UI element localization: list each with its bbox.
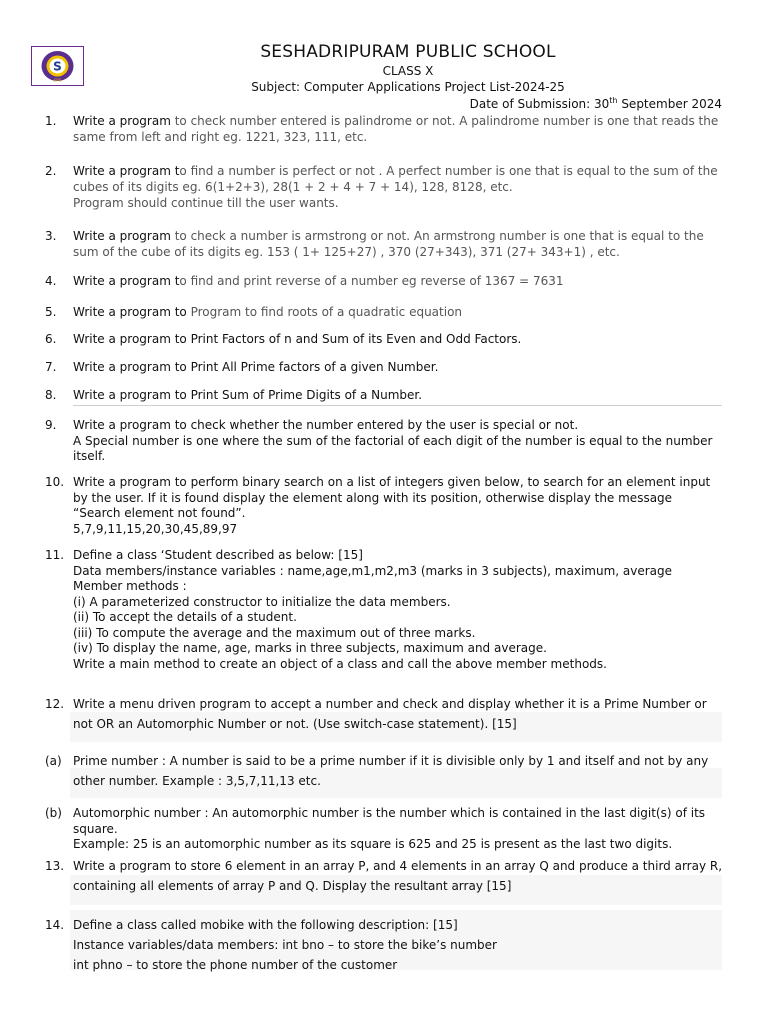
item-text [73, 806, 723, 853]
item-number: 11. [45, 548, 65, 562]
item-number: (a) [45, 754, 62, 768]
item-text: Write a program to Print Factors of n and Sum of its Even and Odd Factors. [73, 332, 522, 346]
item-text [73, 475, 723, 537]
item-number: 13. [45, 859, 65, 873]
item-number: 3. [45, 229, 57, 243]
item-line: Define a class called mobike with the following description: [15] [73, 918, 458, 932]
item-number: 1. [45, 114, 57, 128]
item-text [73, 304, 723, 320]
item-text: Write a program to Print All Prime factors of a given Number. [73, 360, 439, 374]
item-text [73, 418, 723, 465]
item-text: Prime number : A number is said to be a prime number if it is divisible only by 1 and itself and not by any other number. Example : 3,5,7,11,13 etc. [73, 754, 709, 788]
subject-line: Subject: Computer Applications Project List-2024-25 [251, 80, 565, 94]
item-rest: to check a number is armstrong or not. An armstrong number is one that is equal to the sum of the cube of its digits eg. 153 ( 1+ 125+27) , 370 (27+343), 371 (27+ 343+1) , etc. [73, 229, 704, 259]
item-number: 5. [45, 305, 57, 319]
logo-text: SPS [53, 78, 62, 83]
item-number: 8. [45, 388, 57, 402]
item-lead: Write a program [73, 229, 171, 243]
item-text: Write a program to Print Sum of Prime Digits of a Number. [73, 388, 423, 402]
item-line: int phno – to store the phone number of the customer [73, 958, 398, 972]
item-line: Write a program to perform binary search on a list of integers given below, to search for an element input by the user. If it is found display the element along with its position, otherwise display the message “Search element not found”. [73, 475, 711, 520]
item-rest: o find and print reverse of a number eg reverse of 1367 = 7631 [179, 274, 564, 288]
item-line: Automorphic number : An automorphic number is the number which is contained in the last digit(s) of its square. [73, 806, 706, 836]
item-rest: to check number entered is palindrome or not. A palindrome number is one that reads the same from left and right eg. 1221, 323, 111, etc. [73, 114, 719, 144]
item-number: 9. [45, 418, 57, 432]
class-label: CLASS X [382, 64, 434, 78]
item-line: Instance variables/data members: int bno – to store the bike’s number [73, 938, 497, 952]
item-text: Write a program to store 6 element in an array P, and 4 elements in an array Q and produce a third array R, containing all elements of array P and Q. Display the resultant array [15] [73, 859, 723, 893]
school-name: SESHADRIPURAM PUBLIC SCHOOL [260, 42, 556, 62]
submission-date [470, 96, 722, 111]
item-number: 6. [45, 332, 57, 346]
item-number: 12. [45, 697, 65, 711]
item-rest: o find a number is perfect or not . A perfect number is one that is equal to the sum of the cubes of its digits eg. 6(1+2+3), 28(1 + 2 + 4 + 7 + 14), 128, 8128, etc. [73, 164, 718, 194]
item-text [73, 113, 723, 145]
item-text: Write a menu driven program to accept a number and check and display whether it is a Prime Number or not OR an Automorphic Number or not. (Use switch-case statement). [15] [73, 697, 707, 731]
item-line: Program should continue till the user wants. [73, 196, 339, 210]
item-line: (iv) To display the name, age, marks in three subjects, maximum and average. [73, 641, 547, 655]
item-line: 5,7,9,11,15,20,30,45,89,97 [73, 521, 238, 536]
item-line: Member methods : [73, 579, 187, 593]
item-line: Data members/instance variables : name,age,m1,m2,m3 (marks in 3 subjects), maximum, average [73, 563, 673, 578]
item-number: 14. [45, 918, 65, 932]
item-text [73, 273, 723, 289]
item-text [73, 163, 723, 211]
item-text [73, 915, 723, 975]
item-lead: Write a program t [73, 274, 180, 288]
date-suffix-sup: th [609, 96, 618, 105]
item-text [73, 548, 723, 672]
item-number: 7. [45, 360, 57, 374]
item-line: Write a program to check whether the number entered by the user is special or not. [73, 418, 579, 432]
logo-letter: S [53, 59, 62, 74]
item-line: Example: 25 is an automorphic number as its square is 625 and 25 is present as the last two digits. [73, 837, 673, 851]
item-text [73, 228, 723, 260]
item-lead: Write a program [73, 114, 171, 128]
item-number: (b) [45, 806, 62, 820]
item-line: (ii) To accept the details of a student. [73, 610, 297, 624]
date-suffix: September 2024 [617, 97, 722, 111]
item-line: Write a main method to create an object of a class and call the above member methods. [73, 656, 607, 671]
item-line: Define a class ‘Student described as below: [15] [73, 548, 363, 562]
item-number: 10. [45, 475, 65, 489]
item-number: 4. [45, 274, 57, 288]
item-line: A Special number is one where the sum of the factorial of each digit of the number is equal to the number itself. [73, 433, 713, 463]
item-lead: Write a program to [73, 305, 191, 319]
section-divider [73, 405, 722, 406]
item-number: 2. [45, 164, 57, 178]
date-prefix: Date of Submission: 30 [469, 97, 610, 111]
item-line: (iii) To compute the average and the maximum out of three marks. [73, 625, 476, 640]
item-lead: Write a program t [73, 164, 180, 178]
item-line: (i) A parameterized constructor to initialize the data members. [73, 594, 451, 609]
item-rest: Program to find roots of a quadratic equation [190, 305, 463, 319]
